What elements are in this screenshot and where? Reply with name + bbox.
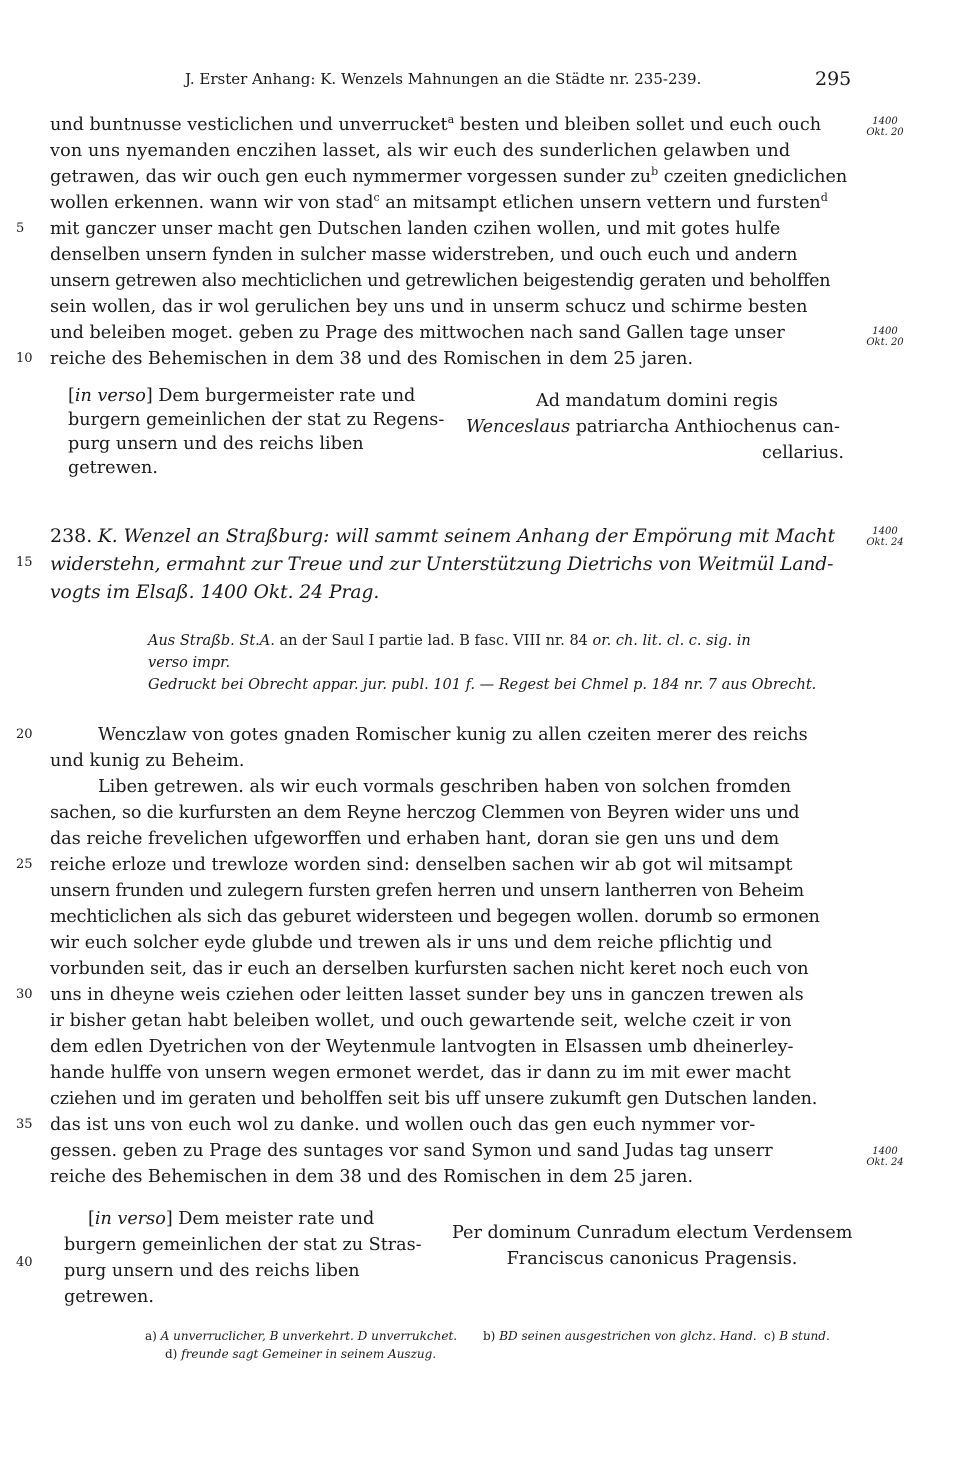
line-number: 35 xyxy=(16,1117,33,1132)
text-line: dem edlen Dyetrichen von der Weytenmule lantvogten in Elsassen umb dheinerley- xyxy=(50,1037,794,1057)
text-line: wir euch solcher eyde glubde und trewen als ir uns und dem reiche pflichtig und xyxy=(50,933,773,953)
line-number: 25 xyxy=(16,857,33,872)
doc238-chancery-note: Per dominum Cunradum electum Verdensem Franciscus canonicus Pragensis. xyxy=(452,1223,853,1269)
text-line: sachen, so die kurfursten an dem Reyne herczog Clemmen von Beyren wider uns und xyxy=(50,803,800,823)
margin-date: 1400 Okt. 24 xyxy=(866,526,904,548)
text-line: unsern getrewen also mechticlichen und getrewlichen beigestendig geraten und beholffen xyxy=(50,271,831,291)
footnote-marker: d xyxy=(820,191,828,205)
text-line: mechticlichen als sich das geburet widersteen und begegen wollen. dorumb so ermonen xyxy=(50,907,820,927)
doc238-heading: 238. K. Wenzel an Straßburg: will sammt seinem Anhang der Empörung mit Macht widerstehn, ermahnt zur Treue und zur Unterstützung Dietrichs von Weitmül Land- vogts im Elsaß. 1400 Okt. 24 Prag. xyxy=(50,525,836,603)
line-number: 15 xyxy=(16,555,33,570)
text-line: getrawen, das wir ouch gen euch nymmermer vorgessen sunder $zu^b$ czeiten gnediclichen xyxy=(50,165,848,187)
doc238-source-notes: Aus Straßb. St.A. an der Saul I partie lad. B fasc. VIII nr. 84 or. ch. lit. cl. c. sig. in verso impr. Gedruckt bei Obrecht appar. jur. publ. 101 f. — Regest bei Chmel p. 184 nr. 7 aus Obrecht. xyxy=(148,633,817,693)
text-line: reiche erloze und trewloze worden sind: denselben sachen wir ab got wil mitsampt xyxy=(50,855,793,875)
line-number: 40 xyxy=(16,1255,33,1270)
text-line: cziehen und im geraten und beholffen seit bis uff unsere zukumft gen Dutschen landen. xyxy=(50,1089,818,1109)
line-number: 5 xyxy=(16,221,25,236)
line-number: 20 xyxy=(16,727,33,742)
text-line: reiche des Behemischen in dem 38 und des Romischen in dem 25 jaren. xyxy=(50,349,694,369)
line-number: 10 xyxy=(16,351,33,366)
text-line: hande hulffe von unsern wegen ermonet werdet, das ir dann zu im mit ewer macht xyxy=(50,1063,791,1083)
text-line: das ist uns von euch wol zu danke. und wollen ouch das gen euch nymmer vor- xyxy=(50,1115,756,1135)
footnote-d: d) freunde sagt Gemeiner in seinem Auszug. xyxy=(165,1347,437,1361)
footnote-c: c) B stund. xyxy=(764,1329,830,1343)
running-title: J. Erster Anhang: K. Wenzels Mahnungen an die Städte nr. 235-239. xyxy=(185,70,702,88)
text-line: mit ganczer unser macht gen Dutschen landen czihen wollen, und mit gotes hulfe xyxy=(50,219,781,239)
margin-date: 1400 Okt. 20 xyxy=(866,116,904,138)
doc237-chancery-note: Ad mandatum domini regis Wenceslaus patriarcha Anthiochenus can- cellarius. xyxy=(466,391,844,463)
text-line: denselben unsern fynden in sulcher masse widerstreben, und ouch euch und andern xyxy=(50,245,798,265)
text-line: und beleiben moget. geben zu Prage des mittwochen nach sand Gallen tage unser xyxy=(50,323,785,343)
text-line: ir bisher getan habt beleiben wollet, und ouch gewartende seit, welche czeit ir von xyxy=(50,1011,792,1031)
footnote-marker: a xyxy=(447,113,455,127)
line-number: 30 xyxy=(16,987,33,1002)
doc237-address: [in verso] Dem burgermeister rate und burgern gemeinlichen der stat zu Regens- purg unsern und des reichs liben getrewen. xyxy=(68,386,445,478)
margin-date: 1400 Okt. 20 xyxy=(866,326,904,348)
text-line: Wenczlaw von gotes gnaden Romischer kunig zu allen czeiten merer des reichs xyxy=(98,725,808,745)
text-line: von uns nyemanden enczihen lasset, als wir euch des sunderlichen gelawben und xyxy=(50,141,791,161)
footnote-b: b) BD seinen ausgestrichen von glchz. Hand. xyxy=(483,1329,757,1343)
text-line: wollen erkennen. wann wir von stad$^c$ an mitsampt etlichen unsern vettern und fursten$^d$ xyxy=(50,191,828,213)
text-line: gessen. geben zu Prage des suntages vor sand Symon und sand Judas tag unserr xyxy=(50,1141,773,1161)
text-line: reiche des Behemischen in dem 38 und des Romischen in dem 25 jaren. xyxy=(50,1167,694,1187)
text-line: und kunig zu Beheim. xyxy=(50,751,245,771)
footnote-marker: b xyxy=(651,165,659,179)
page-number: 295 xyxy=(815,68,852,90)
footnote-a: a) A unverruclicher, B unverkehrt. D unverrukchet. xyxy=(145,1329,458,1343)
text-line: sein wollen, das ir wol gerulichen bey uns und in unserm schucz und schirme besten xyxy=(50,297,808,317)
text-line: das reiche frevelichen ufgeworffen und erhaben hant, doran sie gen uns und dem xyxy=(50,829,780,849)
text-line: Liben getrewen. als wir euch vormals geschriben haben von solchen fromden xyxy=(98,777,792,797)
text-line: unsern frunden und zulegern fursten grefen herren und unsern lantherren von Beheim xyxy=(50,881,804,901)
text-line: vorbunden seit, das ir euch an derselben kurfursten sachen nicht keret noch euch von xyxy=(50,959,809,979)
footnote-marker: c xyxy=(373,191,380,205)
text-line: und buntnusse vesticlichen und unverrucket$^a$ besten und bleiben sollet und euch ouch xyxy=(50,113,822,135)
doc238-address: [in verso] Dem meister rate und burgern gemeinlichen der stat zu Stras- purg unsern und des reichs liben getrewen. xyxy=(64,1209,422,1307)
text-line: uns in dheyne weis cziehen oder leitten lasset sunder bey uns in ganczen trewen als xyxy=(50,985,804,1005)
margin-date: 1400 Okt. 24 xyxy=(866,1146,904,1168)
document-number: 238. xyxy=(50,525,93,547)
